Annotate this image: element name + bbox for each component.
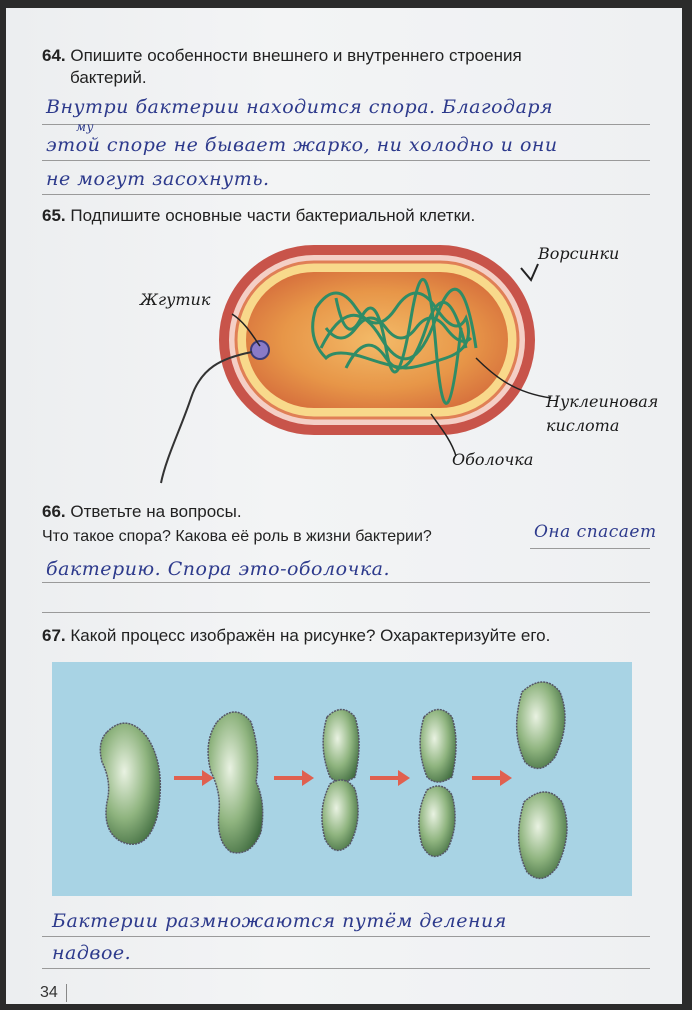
- bacterial-cell-diagram: [6, 228, 682, 488]
- label-nucleic-acid-line2: кислота: [546, 416, 620, 435]
- question-66-number: 66.: [42, 502, 66, 521]
- answer-rule: [42, 968, 650, 969]
- answer-rule: [42, 612, 650, 613]
- answer-66-line2: бактерию. Спора это-оболочка.: [46, 558, 391, 580]
- question-65-number: 65.: [42, 206, 66, 225]
- answer-64-line2: этой спорe не бывает жарко, ни холодно и они: [46, 134, 558, 156]
- bacterium-stage-3-top: [323, 710, 359, 783]
- question-66-question: Что такое спора? Какова её роль в жизни бактерии?: [42, 528, 432, 545]
- bacterial-division-illustration: [52, 662, 632, 896]
- question-64-text-line1: Опишите особенности внешнего и внутреннего строения: [70, 46, 522, 65]
- answer-64-correction: му: [76, 120, 94, 134]
- answer-rule: [530, 548, 650, 549]
- question-67-text: Какой процесс изображён на рисунке? Охарактеризуйте его.: [70, 626, 551, 645]
- label-nucleic-acid-line1: Нуклеиновая: [546, 392, 659, 411]
- question-64-text-line2: бактерий.: [70, 68, 147, 87]
- question-66: [42, 502, 242, 522]
- pointer-line: [521, 264, 538, 280]
- answer-64-line1: Внутри бактерии находится спора. Благодаря: [46, 96, 554, 118]
- question-65: [42, 206, 475, 226]
- answer-64-line3: не могут засохнуть.: [46, 168, 270, 190]
- answer-rule: [42, 124, 650, 125]
- question-67-number: 67.: [42, 626, 66, 645]
- answer-rule: [42, 160, 650, 161]
- label-flagellum: Жгутик: [140, 290, 211, 309]
- answer-67-line2: надвое.: [52, 942, 132, 964]
- bacterium-stage-4-top: [420, 710, 456, 783]
- question-65-text: Подпишите основные части бактериальной клетки.: [70, 206, 476, 225]
- question-64-number: 64.: [42, 46, 66, 65]
- answer-66-part1: Она спасает: [534, 522, 657, 542]
- label-membrane: Оболочка: [452, 450, 534, 469]
- answer-67-line1: Бактерии размножаются путём деления: [52, 910, 507, 932]
- answer-rule: [42, 194, 650, 195]
- question-67: [42, 626, 550, 646]
- question-64: [42, 46, 522, 66]
- answer-rule: [42, 936, 650, 937]
- workbook-page: [6, 8, 682, 1004]
- label-villi: Ворсинки: [538, 244, 620, 263]
- question-66-text: Ответьте на вопросы.: [70, 502, 242, 521]
- answer-rule: [42, 582, 650, 583]
- page-number: 34: [40, 984, 67, 1002]
- cell-wall: [224, 250, 530, 430]
